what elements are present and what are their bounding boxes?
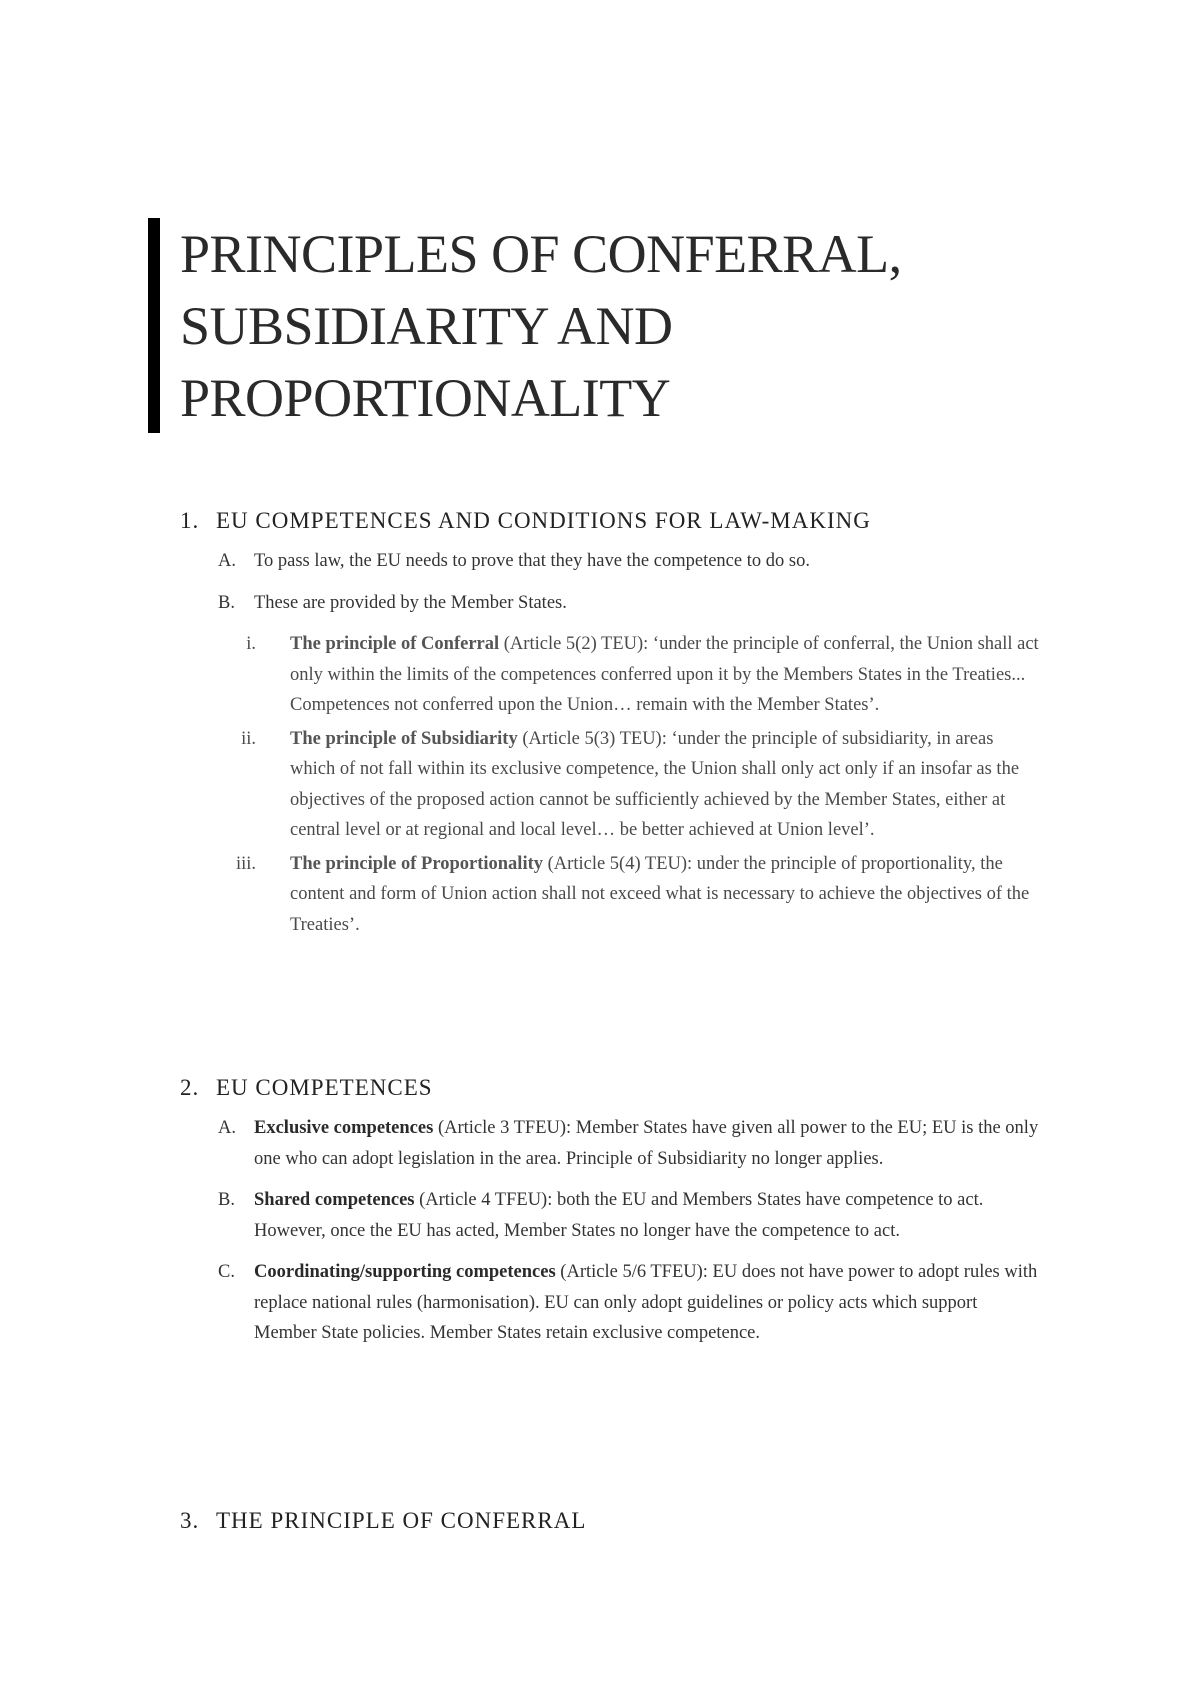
list-item-text: To pass law, the EU needs to prove that they have the competence to do so.	[254, 551, 810, 571]
list-item-text: (Article 3 TFEU): Member States have given all power to the EU; EU is the only one who can adopt legislation in the area. Principle of Subsidiarity no longer applies.	[254, 1118, 1039, 1169]
sublist-item-text: (Article 5(4) TEU): under the principle of proportionality, the content and form of Union action shall not exceed what is necessary to achieve the objectives of the Treaties’.	[290, 853, 1030, 935]
sublist-item	[180, 629, 1040, 721]
title-accent-bar	[148, 218, 160, 433]
sublist-item	[180, 849, 1040, 941]
section-1-sublist	[180, 629, 1040, 940]
list-item	[180, 1257, 1040, 1349]
section-1-list	[180, 546, 1040, 618]
list-item-text: These are provided by the Member States.	[254, 592, 567, 613]
list-marker: B.	[218, 1190, 235, 1210]
section-2-heading	[180, 1075, 1040, 1101]
section-number: 1.	[180, 508, 200, 533]
list-item	[180, 1113, 1040, 1174]
section-1	[180, 508, 1040, 940]
section-number: 3.	[180, 1508, 200, 1533]
list-item	[180, 1185, 1040, 1246]
section-2-list	[180, 1113, 1040, 1349]
sublist-item-text: (Article 5(2) TEU): ‘under the principle of conferral, the Union shall act only within the limits of the competences conferred upon it by the Members States in the Treaties... Competences not conferred upon the Union… remain with the Member States’.	[290, 634, 1039, 715]
section-1-heading	[180, 508, 1040, 534]
sublist-item-text: (Article 5(3) TEU): ‘under the principle of subsidiarity, in areas which of not fall within its exclusive competence, the Union shall only act only if an insofar as the objectives of the proposed action cannot be sufficiently achieved by the Member States, either at central level or at regional and local level… be better achieved at Union level’.	[290, 728, 1020, 840]
list-marker: C.	[218, 1262, 235, 1282]
competence-name: Coordinating/supporting competences	[254, 1262, 556, 1282]
section-title: THE PRINCIPLE OF CONFERRAL	[216, 1508, 587, 1533]
list-marker: A.	[218, 551, 236, 571]
list-marker: i.	[246, 634, 256, 654]
principle-name: The principle of Conferral	[290, 634, 500, 654]
list-item	[180, 588, 1040, 619]
section-3	[180, 1508, 1040, 1534]
list-marker: A.	[218, 1118, 236, 1138]
list-item-text: (Article 5/6 TFEU): EU does not have power to adopt rules with replace national rules (harmonisation). EU can only adopt guidelines or policy acts which support Member State policies. Member States retain exclusive competence.	[254, 1262, 1038, 1343]
section-2	[180, 1075, 1040, 1349]
sublist-item	[180, 724, 1040, 846]
title-line-3: PROPORTIONALITY	[180, 368, 671, 428]
section-number: 2.	[180, 1075, 200, 1100]
list-marker: ii.	[241, 728, 256, 749]
section-3-heading	[180, 1508, 1040, 1534]
principle-name: The principle of Proportionality	[290, 853, 544, 874]
competence-name: Shared competences	[254, 1190, 415, 1210]
document-title	[180, 218, 1040, 434]
list-item-text: (Article 4 TFEU): both the EU and Members States have competence to act. However, once the EU has acted, Member States no longer have the competence to act.	[254, 1190, 984, 1241]
list-marker: iii.	[235, 853, 256, 874]
section-title: EU COMPETENCES	[216, 1075, 433, 1100]
title-line-1: PRINCIPLES OF CONFERRAL,	[180, 224, 902, 284]
section-title: EU COMPETENCES AND CONDITIONS FOR LAW-MAKING	[216, 508, 871, 533]
title-line-2: SUBSIDIARITY AND	[180, 296, 673, 356]
list-item	[180, 546, 1040, 577]
competence-name: Exclusive competences	[254, 1118, 434, 1138]
principle-name: The principle of Subsidiarity	[290, 728, 518, 749]
list-marker: B.	[218, 592, 235, 613]
